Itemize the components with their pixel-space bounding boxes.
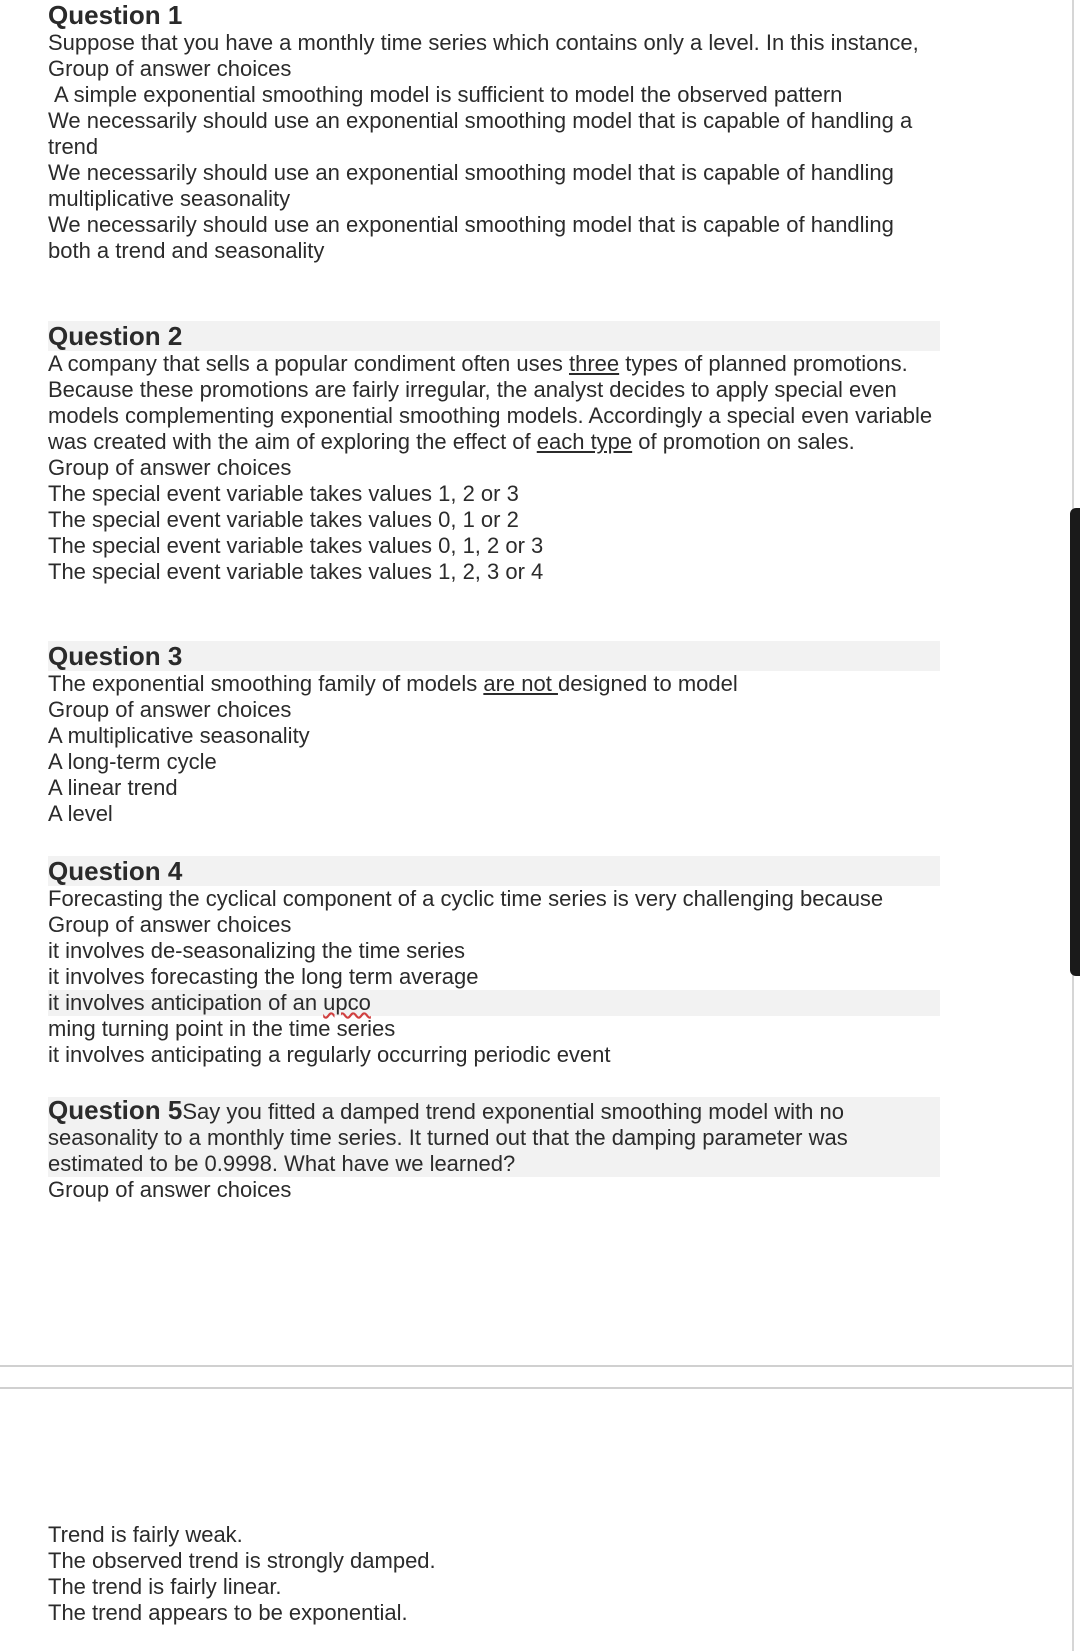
question-2: [48, 321, 940, 585]
underlined-term: each type: [536, 429, 633, 454]
underlined-term: are not: [483, 671, 558, 696]
question-text: Forecasting the cyclical component of a cyclic time series is very challenging because: [48, 886, 884, 911]
text-segment: A company that sells a popular condiment often uses: [48, 351, 569, 376]
answer-choice[interactable]: The trend is fairly linear.: [48, 1574, 282, 1599]
answer-choice[interactable]: A level: [48, 801, 113, 826]
misspelled-word: upco: [323, 990, 371, 1015]
question-3: [48, 641, 940, 827]
answer-choice[interactable]: The trend appears to be exponential.: [48, 1600, 408, 1625]
question-title: Question 5: [48, 1095, 183, 1125]
underlined-term: three: [568, 351, 620, 376]
answer-choice[interactable]: it involves de-seasonalizing the time series: [48, 938, 465, 963]
question-text: Suppose that you have a monthly time series which contains only a level. In this instance,: [48, 30, 919, 55]
answer-choice[interactable]: The special event variable takes values 0, 1 or 2: [48, 507, 519, 532]
question-title: Question 3: [48, 641, 940, 671]
text-segment: Say you fitted a damped trend exponential smoothing model with no seasonality to a monthly time series. It turned out that the damping parameter was estimated to be 0.9998. What have we learned?: [48, 1099, 848, 1176]
answer-choice[interactable]: We necessarily should use an exponential smoothing model that is capable of handling a trend: [48, 108, 913, 159]
question-5: [48, 1097, 940, 1203]
question-text: [48, 671, 940, 697]
choices-label: Group of answer choices: [48, 455, 292, 480]
answer-choice[interactable]: A multiplicative seasonality: [48, 723, 310, 748]
answer-choice[interactable]: it involves anticipating a regularly occurring periodic event: [48, 1042, 611, 1067]
section-divider: [0, 1365, 1072, 1367]
text-segment: it involves anticipation of an: [48, 990, 324, 1015]
choices-label: Group of answer choices: [48, 912, 292, 937]
question-4: [48, 856, 940, 1068]
answer-choice[interactable]: We necessarily should use an exponential smoothing model that is capable of handling multiplicative seasonality: [48, 160, 894, 211]
scrollbar-edge[interactable]: [1070, 508, 1080, 976]
answer-choice[interactable]: The special event variable takes values 0, 1, 2 or 3: [48, 533, 544, 558]
choices-label: Group of answer choices: [48, 697, 292, 722]
question-title: Question 1: [48, 0, 183, 30]
question-title: Question 2: [48, 321, 940, 351]
answer-choice[interactable]: The observed trend is strongly damped.: [48, 1548, 436, 1573]
text-segment: of promotion on sales.: [632, 429, 855, 454]
section-divider: [0, 1387, 1072, 1389]
answer-choice[interactable]: We necessarily should use an exponential smoothing model that is capable of handling both a trend and seasonality: [48, 212, 894, 263]
answer-choice-continuation[interactable]: ming turning point in the time series: [48, 1016, 396, 1041]
question-5-choices: [48, 1522, 940, 1626]
answer-choice[interactable]: [48, 990, 940, 1016]
question-text: [48, 351, 940, 455]
answer-choice[interactable]: The special event variable takes values 1, 2 or 3: [48, 481, 519, 506]
answer-choice[interactable]: Trend is fairly weak.: [48, 1522, 243, 1547]
question-1: [48, 0, 940, 264]
answer-choice[interactable]: A simple exponential smoothing model is sufficient to model the observed pattern: [54, 82, 843, 107]
answer-choice[interactable]: A long-term cycle: [48, 749, 217, 774]
question-title: Question 4: [48, 856, 940, 886]
answer-choice[interactable]: The special event variable takes values 1, 2, 3 or 4: [48, 559, 544, 584]
choices-label: Group of answer choices: [48, 56, 292, 81]
choices-label: Group of answer choices: [48, 1177, 292, 1202]
question-text: [48, 1097, 940, 1177]
text-segment: designed to model: [557, 671, 738, 696]
text-segment: The exponential smoothing family of models: [48, 671, 484, 696]
answer-choice[interactable]: A linear trend: [48, 775, 178, 800]
answer-choice[interactable]: it involves forecasting the long term average: [48, 964, 479, 989]
text-segment: types of planned promotions. Because these promotions are fairly irregular, the analyst decides to apply special even models complementing exponential smoothing models. Accordingly a special even variable was created with the aim of exploring the effect of: [48, 351, 933, 454]
